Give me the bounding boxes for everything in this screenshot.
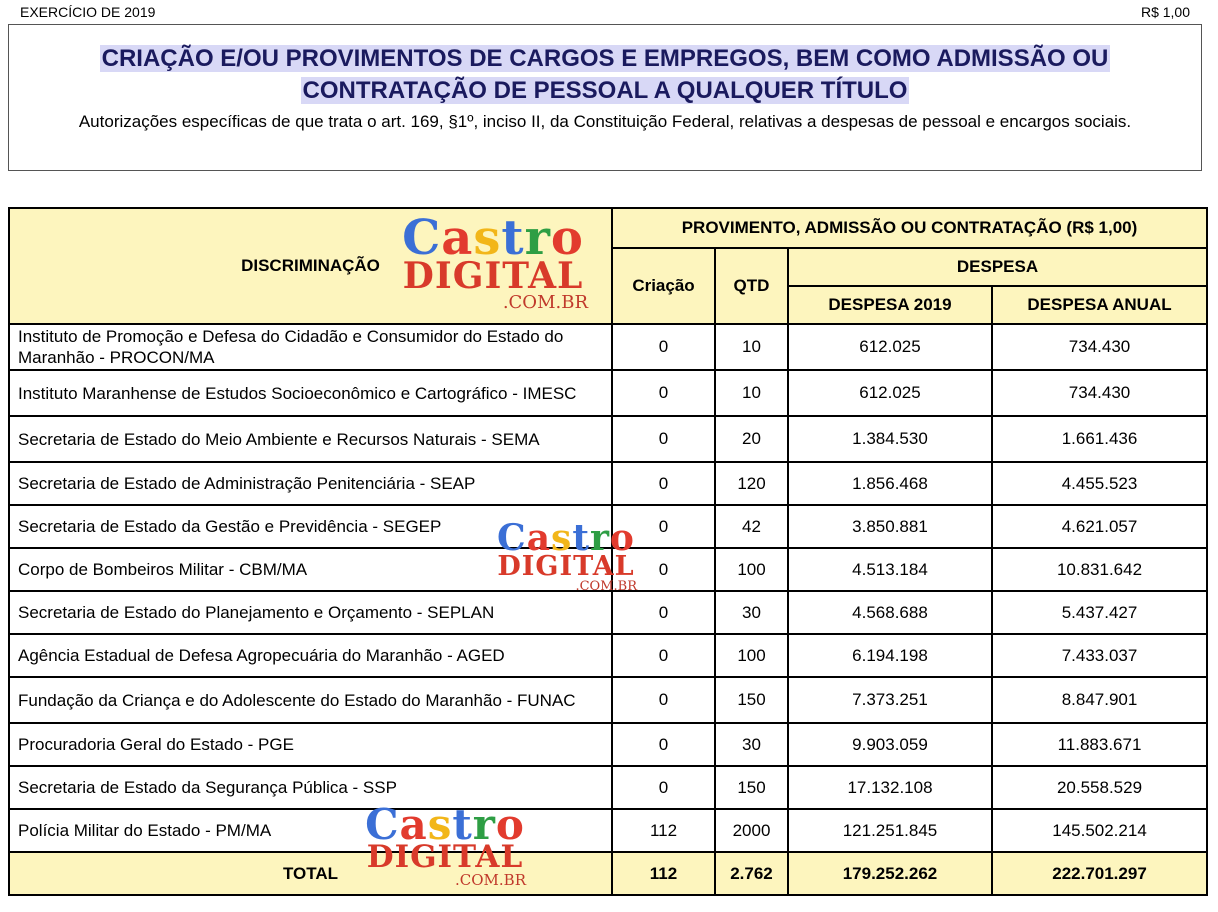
row-criacao: 0 — [612, 591, 715, 634]
row-criacao: 0 — [612, 416, 715, 462]
row-criacao: 0 — [612, 462, 715, 505]
row-qtd: 30 — [715, 723, 788, 766]
row-qtd: 42 — [715, 505, 788, 548]
row-criacao: 0 — [612, 766, 715, 809]
total-qtd: 2.762 — [715, 852, 788, 895]
title-line-1: CRIAÇÃO E/OU PROVIMENTOS DE CARGOS E EMPREGOS, BEM COMO ADMISSÃO OU — [101, 45, 1109, 72]
table-row — [9, 324, 1207, 370]
watermark-logo: Castro DIGITAL .COM.BR — [402, 210, 588, 313]
row-despesa-anual: 734.430 — [992, 370, 1207, 416]
header-criacao: Criação — [612, 248, 715, 324]
row-despesa-anual: 1.661.436 — [992, 416, 1207, 462]
table-row — [9, 462, 1207, 505]
row-qtd: 120 — [715, 462, 788, 505]
currency-unit-label: R$ 1,00 — [1140, 4, 1190, 20]
row-qtd: 30 — [715, 591, 788, 634]
row-despesa-anual: 20.558.529 — [992, 766, 1207, 809]
page-header — [20, 4, 1190, 22]
table-row — [9, 591, 1207, 634]
row-despesa-2019: 7.373.251 — [788, 677, 992, 723]
staffing-table — [8, 207, 1208, 896]
row-name: Secretaria de Estado do Planejamento e Orçamento - SEPLAN — [9, 591, 612, 634]
header-despesa: DESPESA — [788, 248, 1207, 286]
table-row — [9, 766, 1207, 809]
row-name: Agência Estadual de Defesa Agropecuária do Maranhão - AGED — [9, 634, 612, 677]
row-despesa-anual: 145.502.214 — [992, 809, 1207, 852]
row-qtd: 150 — [715, 766, 788, 809]
row-criacao: 112 — [612, 809, 715, 852]
row-name: Secretaria de Estado da Gestão e Previdência - SEGEP — [9, 505, 612, 548]
table-row — [9, 548, 1207, 591]
row-despesa-2019: 4.568.688 — [788, 591, 992, 634]
table-row — [9, 634, 1207, 677]
header-qtd: QTD — [715, 248, 788, 324]
table-row — [9, 416, 1207, 462]
fiscal-year-label: EXERCÍCIO DE 2019 — [20, 4, 156, 20]
row-name: Corpo de Bombeiros Militar - CBM/MA — [9, 548, 612, 591]
row-despesa-2019: 4.513.184 — [788, 548, 992, 591]
row-name: Instituto Maranhense de Estudos Socioeconômico e Cartográfico - IMESC — [9, 370, 612, 416]
table-row — [9, 677, 1207, 723]
row-despesa-anual: 4.455.523 — [992, 462, 1207, 505]
row-despesa-2019: 612.025 — [788, 370, 992, 416]
row-name: Secretaria de Estado de Administração Penitenciária - SEAP — [9, 462, 612, 505]
row-despesa-anual: 734.430 — [992, 324, 1207, 370]
row-despesa-anual: 11.883.671 — [992, 723, 1207, 766]
row-criacao: 0 — [612, 634, 715, 677]
row-criacao: 0 — [612, 723, 715, 766]
row-qtd: 20 — [715, 416, 788, 462]
row-despesa-2019: 9.903.059 — [788, 723, 992, 766]
row-despesa-2019: 1.384.530 — [788, 416, 992, 462]
row-name: Secretaria de Estado do Meio Ambiente e Recursos Naturais - SEMA — [9, 416, 612, 462]
row-criacao: 0 — [612, 548, 715, 591]
page-subtitle: Autorizações específicas de que trata o art. 169, §1º, inciso II, da Constituição Federal, relativas a despesas de pessoal e encargos sociais. — [78, 112, 1132, 131]
total-label: TOTAL — [9, 852, 612, 895]
page-title — [40, 43, 1170, 107]
total-despesa-2019: 179.252.262 — [788, 852, 992, 895]
row-despesa-anual: 4.621.057 — [992, 505, 1207, 548]
row-despesa-anual: 8.847.901 — [992, 677, 1207, 723]
row-qtd: 2000 — [715, 809, 788, 852]
row-name: Secretaria de Estado da Segurança Pública - SSP — [9, 766, 612, 809]
header-despesa-2019: DESPESA 2019 — [788, 286, 992, 324]
total-row — [9, 852, 1207, 895]
row-despesa-2019: 121.251.845 — [788, 809, 992, 852]
row-criacao: 0 — [612, 324, 715, 370]
total-despesa-anual: 222.701.297 — [992, 852, 1207, 895]
total-criacao: 112 — [612, 852, 715, 895]
row-despesa-anual: 5.437.427 — [992, 591, 1207, 634]
row-name: Instituto de Promoção e Defesa do Cidadão e Consumidor do Estado do Maranhão - PROCON/MA — [9, 324, 612, 370]
title-box — [8, 24, 1202, 171]
table-row — [9, 370, 1207, 416]
row-despesa-2019: 3.850.881 — [788, 505, 992, 548]
table-row — [9, 723, 1207, 766]
row-criacao: 0 — [612, 677, 715, 723]
watermark-logo: Castro DIGITAL .COM.BR — [497, 517, 637, 594]
row-name: Procuradoria Geral do Estado - PGE — [9, 723, 612, 766]
row-qtd: 10 — [715, 324, 788, 370]
row-criacao: 0 — [612, 505, 715, 548]
row-qtd: 100 — [715, 634, 788, 677]
watermark-logo: Castro DIGITAL .COM.BR — [365, 800, 526, 889]
row-despesa-anual: 10.831.642 — [992, 548, 1207, 591]
row-despesa-2019: 1.856.468 — [788, 462, 992, 505]
row-despesa-anual: 7.433.037 — [992, 634, 1207, 677]
row-name: Fundação da Criança e do Adolescente do Estado do Maranhão - FUNAC — [9, 677, 612, 723]
row-qtd: 10 — [715, 370, 788, 416]
row-name: Polícia Militar do Estado - PM/MA — [9, 809, 612, 852]
row-criacao: 0 — [612, 370, 715, 416]
row-despesa-2019: 17.132.108 — [788, 766, 992, 809]
title-line-2: CONTRATAÇÃO DE PESSOAL A QUALQUER TÍTULO — [302, 77, 908, 104]
row-despesa-2019: 6.194.198 — [788, 634, 992, 677]
row-qtd: 100 — [715, 548, 788, 591]
header-discriminacao: DISCRIMINAÇÃO — [9, 208, 612, 324]
header-group: PROVIMENTO, ADMISSÃO OU CONTRATAÇÃO (R$ 1,00) — [612, 208, 1207, 248]
row-qtd: 150 — [715, 677, 788, 723]
table-row — [9, 505, 1207, 548]
table-row — [9, 809, 1207, 852]
header-despesa-anual: DESPESA ANUAL — [992, 286, 1207, 324]
row-despesa-2019: 612.025 — [788, 324, 992, 370]
